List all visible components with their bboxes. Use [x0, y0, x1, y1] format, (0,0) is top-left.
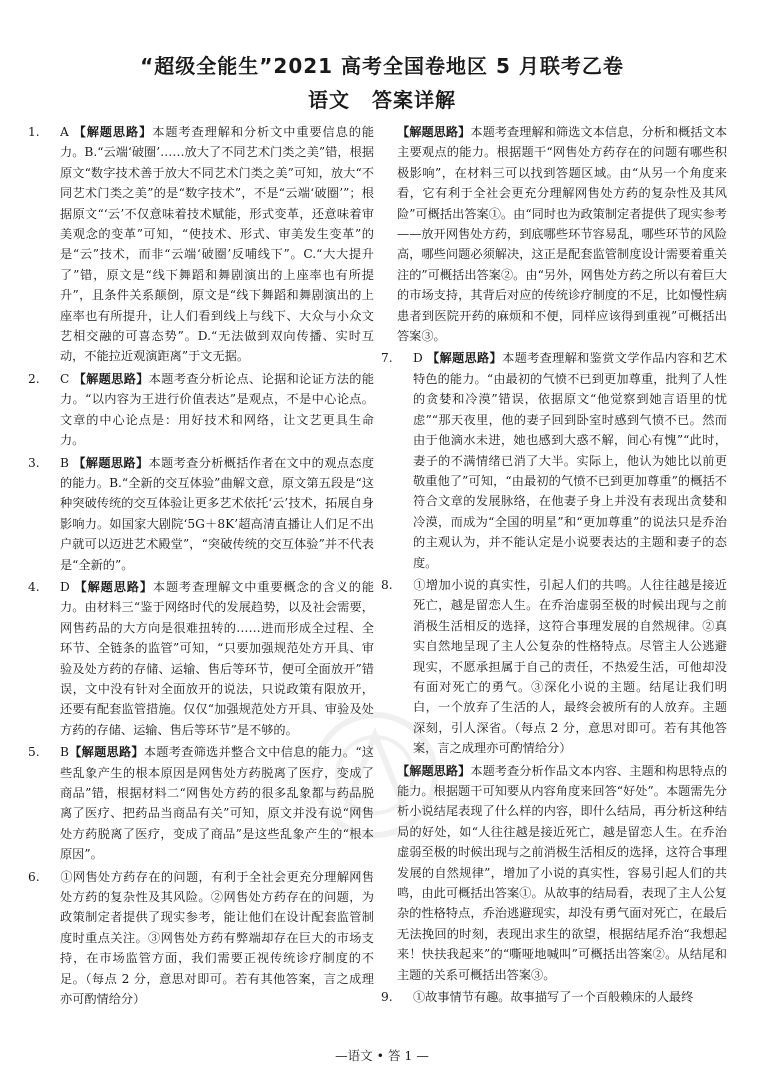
item-number: 7. — [381, 351, 393, 366]
page-title: “超级全能生”2021 高考全国卷地区 5 月联考乙卷 — [140, 54, 624, 78]
answer-item-5 — [28, 742, 374, 864]
item-number: 6. — [28, 869, 40, 884]
doc-type-label: 答案详解 — [372, 88, 456, 112]
left-column — [28, 122, 375, 1011]
item-answer: B — [60, 455, 69, 470]
item-number: 4. — [28, 579, 40, 594]
item-text: 本题考查理解和鉴赏文学作品内容和艺术特色的能力。“由最初的气愤不已到更加尊重，批判了人性的贪婪和冷漠”错误，依据原文“他觉察到她言语里的忧虑”“那天夜里，他的妻子回到卧室时感到气愤不已。然而由于他滴水未进，她也感到大惑不解，间心有愧”“此时，妻子的不满情绪已消了大半。实际上，他认为她比以前更敬重他了”可知，“由最初的气愤不已到更加尊重”的概括不符合文章的发展脉络，在他妻子身上并没有表现出贪婪和冷漠，而成为“全国的明星”和“更加尊重”的说法只是乔治的主观认为，并不能认定是小说要表达的主题和妻子的态度。 — [413, 351, 728, 570]
item-text: 本题考查分析论点、论据和论证方法的能力。“以内容为王进行价值表达”是观点，不是中心论点。文章的中心论点是：用好技术和网络，让文艺更具生命力。 — [60, 371, 375, 448]
answer-item-1 — [28, 122, 375, 367]
item-text: 本题考查理解文中重要概念的含义的能力。由材料三“鉴于网络时代的发展趋势，以及社会需要，网售药品的大方向是很难扭转的……进而形成全过程、全环节、全链条的监管”可知，“只要加强规范处方开具、审验及处方药的存储、运输、售后等环节，便可全面放开”错误，文中没有针对全面放开的说法，只说政策有限放开，还要有配套监管措施。仅仅“加强规范处方开具、审验及处方药的存储、运输、售后等环节”是不够的。 — [60, 579, 375, 737]
solution-tag: 【解题思路】 — [74, 579, 153, 594]
item-answer: D — [60, 579, 70, 594]
answer-item-7 — [381, 348, 728, 572]
item-number: 2. — [28, 371, 40, 386]
item-number: 5. — [28, 745, 40, 760]
answer-item-3 — [28, 453, 375, 575]
answer-item-8 — [381, 575, 727, 759]
answer-item-4 — [28, 577, 375, 740]
item-text: 本题考查筛选并整合文中信息的能力。“这些乱象产生的根本原因是网售处方药脱离了医疗，变成了商品”错，根据材料二“网售处方药的很多乱象都与药品脱离了医疗、把药品当商品有关”可知，原文并没有说“网售处方药脱离了医疗，变成了商品”是这些乱象产生的“根本原因”。 — [60, 745, 374, 862]
item-answer: C — [60, 371, 70, 386]
analysis-6 — [397, 122, 727, 346]
item-text: 本题考查理解和筛选文本信息，分析和概括文本主要观点的能力。根据题干“网售处方药存在的问题有哪些积极影响”，在材料三可以找到答题区域。由“从另一个角度来看，它有利于全社会更充分理解网售处方药的复杂性及其风险”可概括出答案①。由“同时也为政策制定者提供了现实参考——放开网售处方药，到底哪些环节容易乱，哪些环节的风险高，哪些问题必须解决，这正是配套监管制度设计需要着重关注的”可概括出答案②。由“另外，网售处方药之所以有着巨大的市场支持，其背后对应的传统诊疗制度的不足，比如慢性病患者到医院开药的麻烦和不便，同样应该得到重视”可概括出答案③。 — [397, 125, 728, 344]
page-footer: —语文 • 答 1 — — [335, 1048, 429, 1063]
item-text: ①故事情节有趣。故事描写了一个百般赖床的人最终 — [413, 990, 694, 1005]
item-answer: D — [413, 351, 423, 366]
answer-item-2 — [28, 369, 375, 451]
item-number: 8. — [381, 577, 393, 592]
answer-item-9 — [381, 987, 727, 1007]
item-number: 9. — [381, 990, 393, 1005]
item-number: 1. — [28, 125, 40, 139]
solution-tag: 【解题思路】 — [426, 351, 503, 366]
analysis-8 — [397, 761, 727, 985]
item-text: ①网售处方药存在的问题，有利于全社会更充分理解网售处方药的复杂性及其风险。②网售处方药存在的问题，为政策制定者提供了现实参考，能让他们在设计配套监管制度时重点关注。③网售处方药有弊端却存在巨大的市场支持，在市场监管方面，我们需要正视传统诊疗制度的不足。（每点 2 分，意思对即可。若有其他答案，言之成理亦可酌情给分） — [60, 869, 374, 1007]
item-answer: B — [60, 745, 69, 760]
answer-item-6 — [28, 867, 374, 1010]
subject-label: 语文 — [308, 88, 350, 112]
page-subtitle — [0, 84, 764, 113]
solution-tag: 【解题思路】 — [397, 763, 471, 778]
right-column — [381, 122, 728, 1009]
solution-tag: 【解题思路】 — [397, 125, 471, 139]
solution-tag: 【解题思路】 — [73, 455, 149, 470]
solution-tag: 【解题思路】 — [73, 125, 153, 139]
solution-tag: 【解题思路】 — [68, 745, 144, 760]
item-text: 本题考查理解和分析文中重要信息的能力。B.“云端‘破圈’……放大了不同艺术门类之美”错，根据原文“数字技术善于放大不同艺术门类之美”可知，放大“不同艺术门类之美”的是“数字技术”，不是“云端‘破圈’”；根据原文“‘云’不仅意味着技术赋能，形式变革，还意味着审美观念的变革”可知，“使技术、形式、审美发生变革”的是“云”技术，而非“云端‘破圈’反哺线下”。C.“大大提升了”错，原文是“线下舞蹈和舞剧演出的上座率也有所提升”，且条件关系颠倒，原文是“线下舞蹈和舞剧演出的上座率也有所提升，让人们看到线上与线下、大众与小众文艺相交融的可喜态势”。D.“无法做到双向传播、实时互动，不能拉近观演距离”于文无据。 — [60, 125, 375, 364]
solution-tag: 【解题思路】 — [73, 371, 149, 386]
item-number: 3. — [28, 455, 40, 470]
item-text: 本题考查分析概括作者在文中的观点态度的能力。B.“全新的交互体验”曲解文意，原文第五段是“这种突破传统的交互体验让更多艺术依托‘云’技术，拓展自身影响力。如国家大剧院‘5G＋8K’超高清直播让人们足不出户就可以迈进艺术殿堂”，“突破传统的交互体验”并不代表是“全新的”。 — [60, 455, 375, 572]
item-text: 本题考查分析作品文本内容、主题和构思特点的能力。根据题干可知要从内容角度来回答“好处”。本题需先分析小说结尾表现了什么样的内容，即什么结局，再分析这种结局的好处，如“人往往越是接近死亡，越是留恋人生。在乔治虚弱至极的时候出现与之前消极生活相反的选择，这符合事理发展的自然规律”，增加了小说的真实性，容易引起人们的共鸣，由此可概括出答案①。从故事的结局看，表现了主人公复杂的性格特点，乔治逃避现实，却没有勇气面对死亡，在最后无法挽回的时刻，表现出求生的欲望，根据结尾乔治“我想起来！快扶我起来”的“嘶哑地喊叫”可概括出答案②。从结尾和主题的关系可概括出答案③。 — [397, 763, 728, 982]
item-text: ①增加小说的真实性，引起人们的共鸣。人往往越是接近死亡，越是留恋人生。在乔治虚弱至极的时候出现与之前消极生活相反的选择，这符合事理发展的自然规律。②真实自然地呈现了主人公复杂的性格特点。尽管主人公逃避现实，不愿承担属于自己的责任，不热爱生活，可他却没有面对死亡的勇气。③深化小说的主题。结尾让我们明白，一个放弃了生活的人，最终会被所有的人放弃。主题深刻，引人深省。（每点 2 分，意思对即可。若有其他答案，言之成理亦可酌情给分） — [413, 577, 727, 756]
item-answer: A — [60, 125, 69, 139]
